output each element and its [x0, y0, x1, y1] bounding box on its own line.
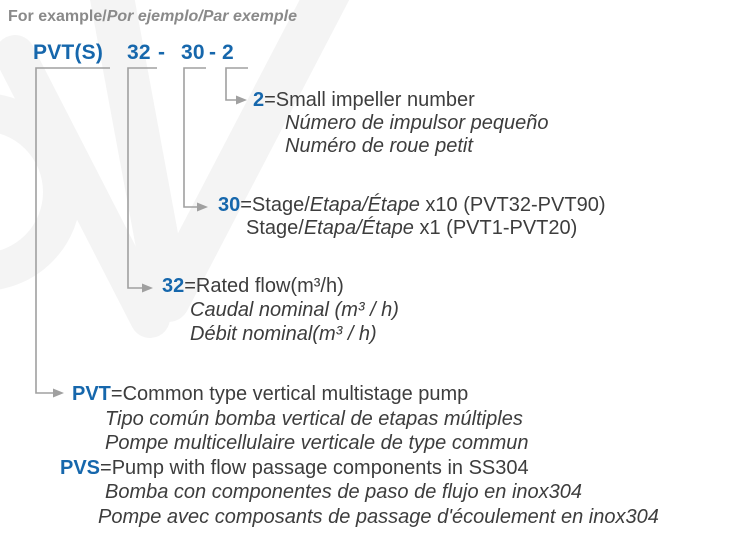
text-segment: =Stage/	[240, 194, 310, 216]
definition-stage	[218, 194, 605, 240]
text-segment: Caudal nominal (m³ / h)	[190, 299, 399, 321]
model-token-separator-1: -	[158, 41, 166, 64]
model-token-series: PVT(S)	[33, 41, 104, 64]
arrow-icon	[236, 96, 247, 105]
definition-line	[190, 298, 399, 322]
definition-line	[285, 135, 549, 158]
model-token-stage: 30	[181, 41, 205, 64]
definition-line	[105, 431, 659, 456]
definition-line	[60, 456, 659, 481]
definition-line	[162, 274, 399, 298]
text-segment: Pompe avec composants de passage d'écoulement en inox304	[98, 505, 659, 528]
definition-impeller	[253, 89, 549, 158]
example-heading-italic: Por ejemplo/Par exemple	[106, 8, 298, 25]
text-segment: =Pump with flow passage components in SS304	[100, 456, 529, 479]
definition-line	[105, 407, 659, 432]
text-segment: Débit nominal(m³ / h)	[190, 323, 377, 345]
text-segment: Pompe multicellulaire verticale de type commun	[105, 432, 529, 454]
connector-series	[36, 68, 110, 398]
model-token-impeller: 2	[222, 41, 234, 64]
text-segment: Tipo común bomba vertical de etapas múltiples	[105, 407, 523, 430]
text-segment: Etapa/Étape	[303, 217, 414, 239]
definition-line	[190, 322, 399, 346]
text-segment: =Small impeller number	[264, 89, 475, 111]
text-segment: =Common type vertical multistage pump	[110, 383, 469, 405]
arrow-icon	[197, 203, 208, 212]
text-segment: 32	[162, 275, 185, 297]
text-segment: 30	[218, 194, 241, 216]
text-segment: x10 (PVT32-PVT90)	[419, 194, 606, 216]
text-segment: PVS	[60, 456, 101, 479]
definition-line	[72, 382, 659, 407]
definition-line	[98, 505, 659, 530]
example-heading-plain: For example/	[8, 8, 107, 25]
model-token-flow: 32	[127, 41, 151, 64]
definition-flow	[162, 274, 399, 346]
text-segment: x1 (PVT1-PVT20)	[413, 217, 578, 239]
connector-flow	[128, 68, 157, 293]
text-segment: Stage/	[246, 217, 304, 239]
model-token-separator-2: -	[209, 41, 217, 64]
definition-line	[218, 194, 605, 217]
definition-line	[253, 89, 549, 112]
text-segment: =Rated flow(m³/h)	[184, 275, 344, 297]
connector-impeller	[226, 68, 248, 105]
definition-line	[246, 217, 605, 240]
text-segment: Etapa/Étape	[309, 194, 420, 216]
text-segment: PVT	[72, 383, 111, 405]
connector-stage	[184, 68, 208, 212]
definition-type	[60, 382, 659, 529]
arrow-icon	[142, 284, 153, 293]
text-segment: 2	[253, 89, 265, 111]
text-segment: Bomba con componentes de paso de flujo en inox304	[105, 481, 583, 503]
text-segment: Número de impulsor pequeño	[285, 112, 549, 134]
definition-line	[285, 112, 549, 135]
text-segment: Numéro de roue petit	[285, 135, 473, 157]
definition-line	[105, 480, 659, 505]
